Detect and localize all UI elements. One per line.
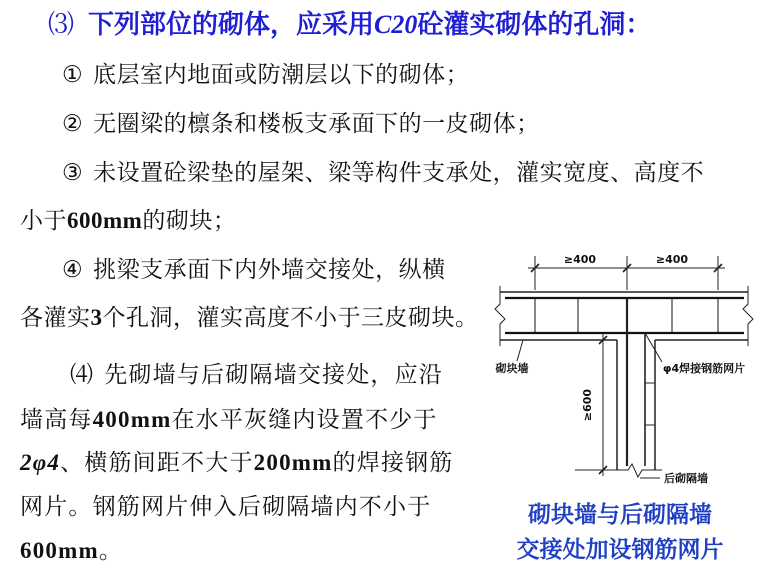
joint-reinforcement-diagram xyxy=(485,245,760,490)
section-4-text-3b: 的焊接钢筋 xyxy=(332,450,454,476)
item-2-marker: ② xyxy=(62,111,84,137)
item-3-line-1 xyxy=(62,158,704,188)
section-4-line-2 xyxy=(20,405,438,435)
item-3-text-2a: 小于 xyxy=(20,208,67,234)
section-4-line-5 xyxy=(20,536,123,566)
dimension-label-left: ≥400 xyxy=(563,253,597,266)
section-4-embed-length: 600mm xyxy=(20,538,99,563)
section-4-text-2b: 在水平灰缝内设置不少于 xyxy=(171,407,438,433)
label-partition-wall: 后砌隔墙 xyxy=(664,472,708,485)
item-2-text: 无圈梁的檩条和楼板支承面下的一皮砌体； xyxy=(93,111,540,137)
diagram-caption-line-2: 交接处加设钢筋网片 xyxy=(516,537,724,563)
section-4-text-2a: 墙高每 xyxy=(20,407,93,433)
item-1 xyxy=(62,60,469,90)
section-4-text-5: 。 xyxy=(98,538,124,564)
item-3-number: 600mm xyxy=(67,208,143,233)
item-4-marker: ④ xyxy=(62,257,84,283)
heading-text-part2: 砼灌实砌体的孔洞： xyxy=(417,10,652,40)
item-2 xyxy=(62,109,540,139)
item-4-number: 3 xyxy=(90,305,103,330)
item-4-line-2 xyxy=(20,303,479,333)
item-3-text-1: 未设置砼梁垫的屋架、梁等构件支承处，灌实宽度、高度不 xyxy=(93,160,705,186)
item-4-line-1 xyxy=(62,255,446,285)
section-4-line-3 xyxy=(20,448,454,478)
diagram-caption-line-1: 砌块墙与后砌隔墙 xyxy=(528,502,712,528)
item-4-text-2a: 各灌实 xyxy=(20,305,91,331)
item-1-text: 底层室内地面或防潮层以下的砌体； xyxy=(93,62,470,88)
item-4-text-2b: 个孔洞，灌实高度不小于三皮砌块。 xyxy=(102,305,479,331)
section-4-spacing-value: 400mm xyxy=(92,407,172,432)
section-4-line-1 xyxy=(70,360,443,390)
item-3-text-2b: 的砌块； xyxy=(142,208,237,234)
item-4-text-1: 挑梁支承面下内外墙交接处，纵横 xyxy=(93,257,446,283)
label-welded-mesh: φ4焊接钢筋网片 xyxy=(662,362,746,375)
top-dimension-lines xyxy=(528,256,725,290)
section-4-text-4: 网片。钢筋网片伸入后砌隔墙内不小于 xyxy=(20,494,432,520)
section-3-heading xyxy=(48,6,651,44)
item-3-line-2 xyxy=(20,206,236,236)
concrete-grade: C20 xyxy=(374,10,418,39)
section-4-bar-spacing: 200mm xyxy=(253,450,333,475)
block-wall xyxy=(495,286,753,346)
section-4-text-3a: 、横筋间距不大于 xyxy=(60,450,254,476)
heading-text-part1: 下列部位的砌体，应采用 xyxy=(88,10,375,40)
section-4-line-4 xyxy=(20,492,431,522)
section-4-number: ⑷ xyxy=(70,362,95,388)
label-block-wall: 砌块墙 xyxy=(495,362,529,375)
dimension-label-right: ≥400 xyxy=(655,253,689,266)
section-4-text-1: 先砌墙与后砌隔墙交接处，应沿 xyxy=(104,362,444,388)
partition-wall xyxy=(610,298,662,477)
item-1-marker: ① xyxy=(62,62,84,88)
wall-reinforcement-mesh xyxy=(505,298,744,333)
dimension-label-vertical: ≥600 xyxy=(581,388,594,422)
section-3-number: ⑶ xyxy=(48,10,75,40)
item-3-marker: ③ xyxy=(62,160,84,186)
section-4-bar-spec: 2φ4 xyxy=(20,450,61,475)
